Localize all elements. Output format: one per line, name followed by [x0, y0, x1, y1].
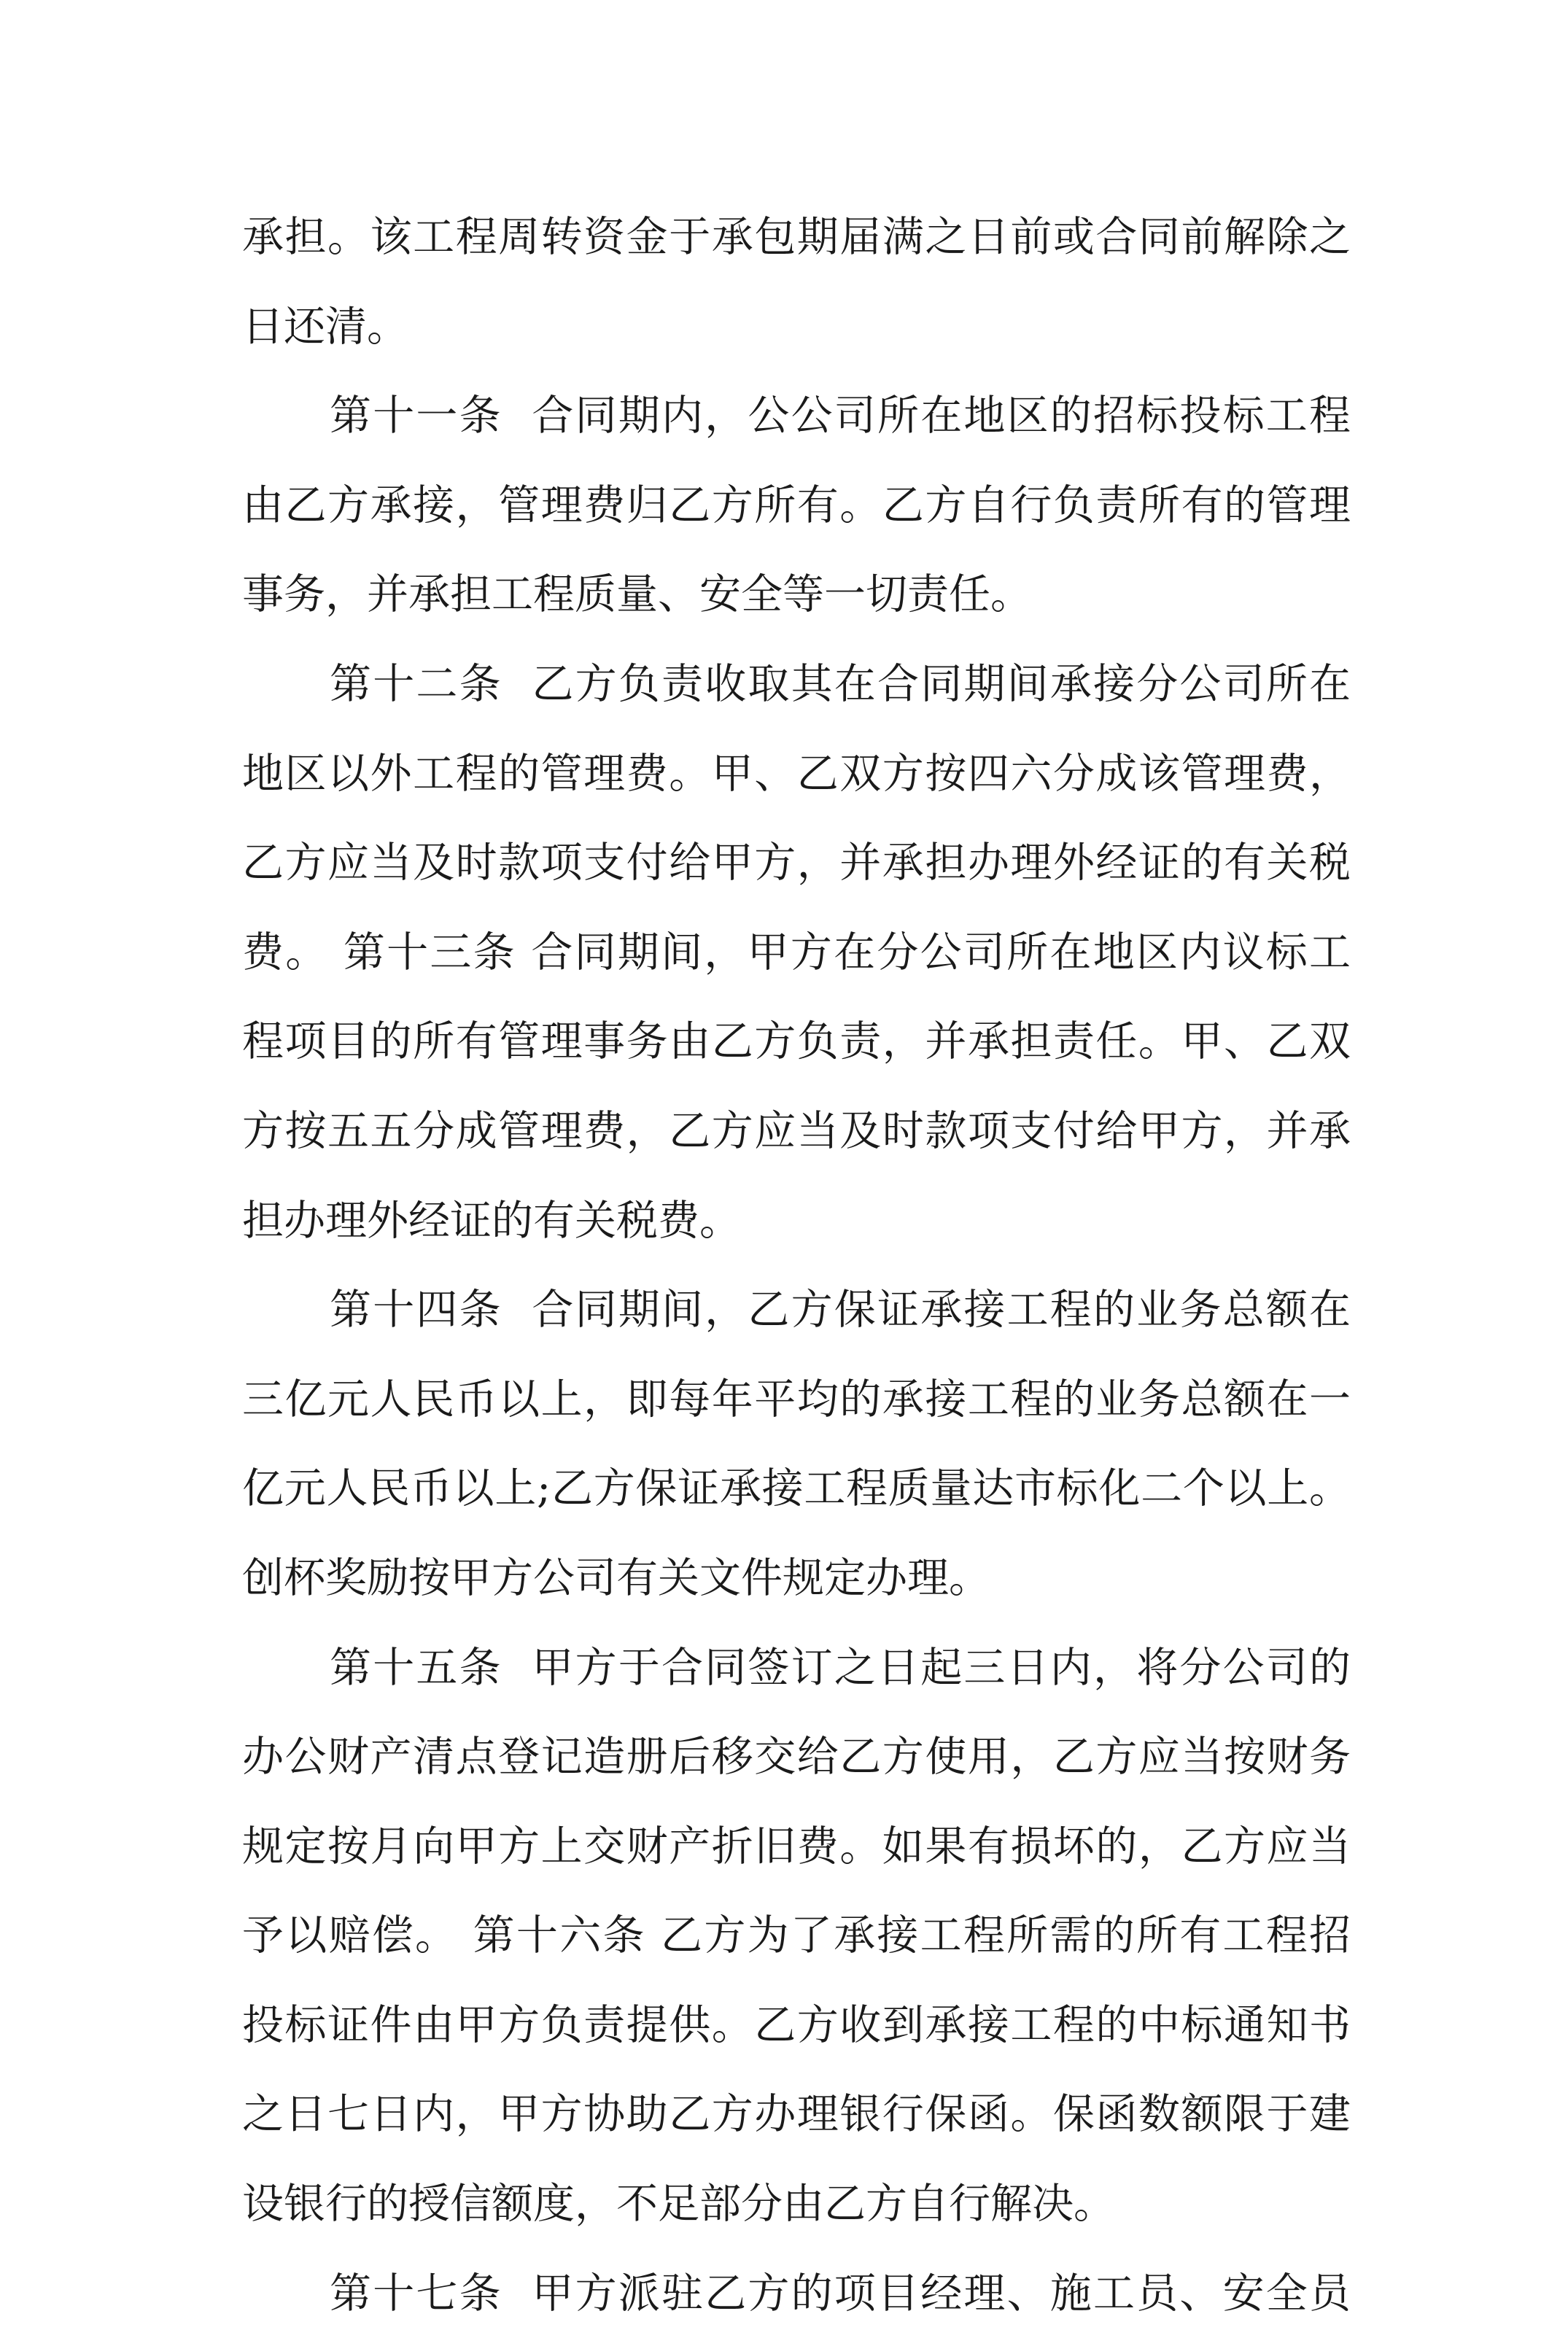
text-line: 之日七日内，甲方协助乙方办理银行保函。保函数额限于建	[242, 2090, 1351, 2139]
article-14-heading-line: 第十四条 合同期间，乙方保证承接工程的业务总额在	[330, 1286, 1351, 1335]
article-16-heading-line: 予以赔偿。 第十六条 乙方为了承接工程所需的所有工程招	[242, 1911, 1351, 1960]
text-line: 办公财产清点登记造册后移交给乙方使用，乙方应当按财务	[242, 1733, 1351, 1782]
text-line: 投标证件由甲方负责提供。乙方收到承接工程的中标通知书	[242, 2000, 1351, 2049]
text-line: 设银行的授信额度，不足部分由乙方自行解决。	[242, 2180, 1115, 2229]
article-12-heading-line: 第十二条 乙方负责收取其在合同期间承接分公司所在	[330, 659, 1351, 708]
text-line: 三亿元人民币以上，即每年平均的承接工程的业务总额在一	[242, 1375, 1351, 1424]
text-line: 乙方应当及时款项支付给甲方，并承担办理外经证的有关税	[242, 839, 1351, 888]
text-line: 由乙方承接，管理费归乙方所有。乙方自行负责所有的管理	[242, 481, 1351, 529]
text-line: 事务，并承担工程质量、安全等一切责任。	[242, 570, 1032, 619]
article-15-heading-line: 第十五条 甲方于合同签订之日起三日内，将分公司的	[330, 1643, 1351, 1692]
text-line: 方按五五分成管理费，乙方应当及时款项支付给甲方，并承	[242, 1106, 1351, 1155]
text-line: 承担。该工程周转资金于承包期届满之日前或合同前解除之	[242, 213, 1351, 261]
text-line: 程项目的所有管理事务由乙方负责，并承担责任。甲、乙双	[242, 1017, 1351, 1066]
article-13-heading-line: 费。 第十三条 合同期间，甲方在分公司所在地区内议标工	[242, 928, 1351, 976]
article-11-heading-line: 第十一条 合同期内，公公司所在地区的招标投标工程	[330, 392, 1351, 440]
text-line: 创杯奖励按甲方公司有关文件规定办理。	[242, 1553, 990, 1602]
text-line: 日还清。	[242, 302, 408, 351]
contract-text	[242, 193, 1351, 2338]
text-line: 规定按月向甲方上交财产折旧费。如果有损坏的，乙方应当	[242, 1822, 1351, 1871]
text-line: 亿元人民币以上;乙方保证承接工程质量达市标化二个以上。	[242, 1464, 1351, 1513]
text-line: 担办理外经证的有关税费。	[242, 1196, 741, 1245]
article-17-heading-line: 第十七条 甲方派驻乙方的项目经理、施工员、安全员	[330, 2269, 1351, 2318]
text-line: 地区以外工程的管理费。甲、乙双方按四六分成该管理费，	[242, 749, 1351, 798]
